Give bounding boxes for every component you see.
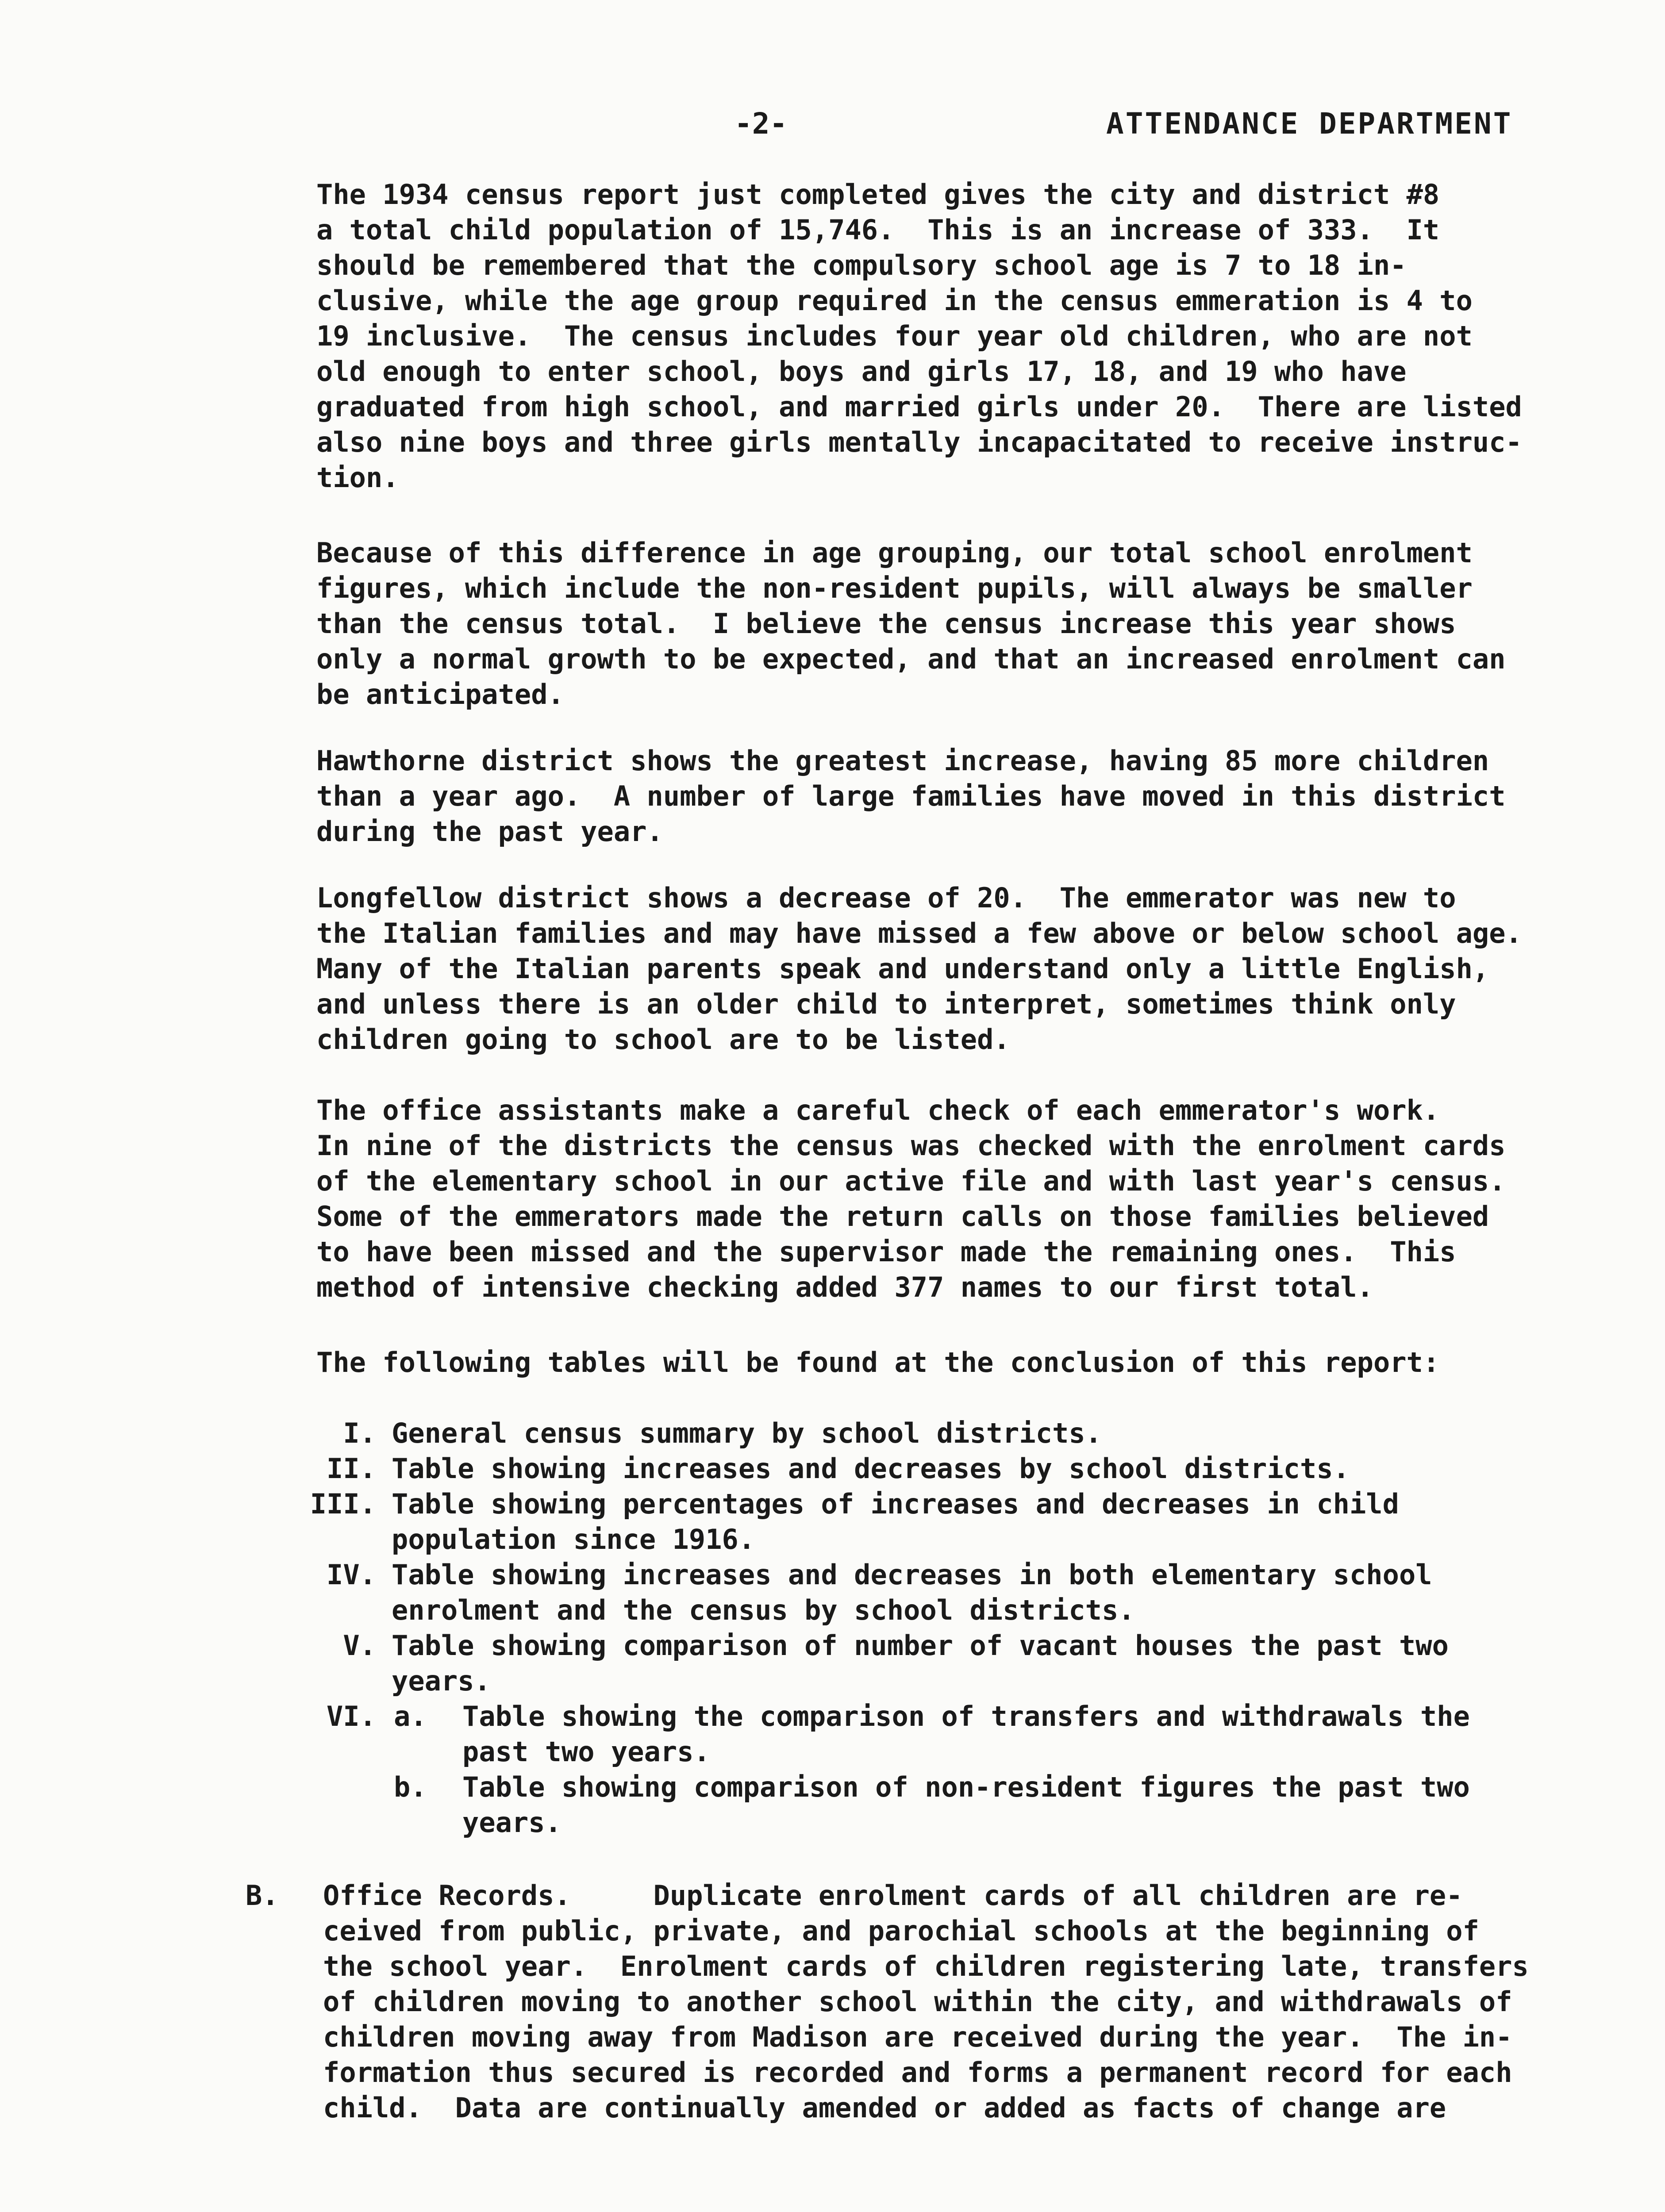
paragraph: [316, 1345, 1439, 1380]
text-line: a total child population of 15,746. This is an increase of 333. It: [316, 214, 1440, 246]
text-line: the Italian families and may have missed a few above or below school age.: [316, 917, 1522, 949]
text-line: figures, which include the non-resident pupils, will always be smaller: [316, 572, 1473, 604]
list-text: Table showing comparison of non-resident figures the past two: [462, 1771, 1470, 1803]
text-line: The office assistants make a careful check of each emmerator's work.: [316, 1094, 1440, 1126]
list-text: years.: [392, 1665, 491, 1697]
paragraph: [316, 880, 1522, 1057]
text-line: also nine boys and three girls mentally incapacitated to receive instruc-: [316, 426, 1522, 458]
text-line: graduated from high school, and married girls under 20. There are listed: [316, 391, 1522, 423]
text-line: formation thus secured is recorded and forms a permanent record for each: [323, 2056, 1512, 2089]
text-line: Hawthorne district shows the greatest increase, having 85 more children: [316, 745, 1489, 777]
text-line: children going to school are to be listed.: [316, 1023, 1010, 1056]
list-text: Table showing increases and decreases by school districts.: [392, 1452, 1350, 1485]
page-number: -2-: [734, 107, 788, 141]
text-line: than a year ago. A number of large families have moved in this district: [316, 780, 1506, 812]
text-line: Because of this difference in age grouping, our total school enrolment: [316, 537, 1473, 569]
text-line: only a normal growth to be expected, and that an increased enrolment can: [316, 643, 1506, 675]
paragraph: [316, 1093, 1506, 1305]
list-text: General census summary by school districts.: [392, 1417, 1102, 1449]
text-line: than the census total. I believe the census increase this year shows: [316, 607, 1456, 640]
text-line: Many of the Italian parents speak and understand only a little English,: [316, 952, 1489, 985]
text-line: ceived from public, private, and parochial schools at the beginning of: [323, 1915, 1479, 1947]
paragraph: [316, 177, 1522, 495]
list-subletter: b.: [394, 1771, 427, 1803]
section-office-records: [323, 1878, 1529, 2126]
list-numeral: I.: [343, 1417, 376, 1449]
list-subletter: a.: [394, 1700, 427, 1732]
text-line: 19 inclusive. The census includes four year old children, who are not: [316, 320, 1473, 352]
text-line: The following tables will be found at the conclusion of this report:: [316, 1346, 1440, 1379]
text-line: clusive, while the age group required in the census emmeration is 4 to: [316, 284, 1473, 317]
text-line: Longfellow district shows a decrease of 20. The emmerator was new to: [316, 882, 1456, 914]
list-text: Table showing increases and decreases in both elementary school: [392, 1559, 1432, 1591]
text-line: be anticipated.: [316, 678, 564, 710]
text-line: of the elementary school in our active file and with last year's census.: [316, 1165, 1506, 1197]
text-line: should be remembered that the compulsory school age is 7 to 18 in-: [316, 249, 1407, 281]
text-line: method of intensive checking added 377 names to our first total.: [316, 1271, 1373, 1303]
list-numeral: IV.: [327, 1559, 376, 1591]
paragraph: [316, 743, 1506, 849]
list-text: population since 1916.: [392, 1523, 755, 1555]
list-text: past two years.: [462, 1736, 710, 1768]
text-line: and unless there is an older child to interpret, sometimes think only: [316, 988, 1456, 1020]
text-line: Office Records. Duplicate enrolment cards of all children are re-: [323, 1879, 1463, 1912]
text-line: old enough to enter school, boys and girls 17, 18, and 19 who have: [316, 355, 1407, 388]
text-line: of children moving to another school within the city, and withdrawals of: [323, 1985, 1512, 2018]
text-line: child. Data are continually amended or added as facts of change are: [323, 2092, 1446, 2124]
list-text: Table showing percentages of increases and decreases in child: [392, 1488, 1399, 1520]
list-numeral: III.: [310, 1488, 376, 1520]
list-text: Table showing comparison of number of vacant houses the past two: [392, 1629, 1449, 1662]
department-heading: ATTENDANCE DEPARTMENT: [1106, 107, 1513, 141]
list-text: Table showing the comparison of transfers and withdrawals the: [462, 1700, 1470, 1732]
list-numeral: VI.: [327, 1700, 376, 1732]
text-line: during the past year.: [316, 815, 663, 848]
text-line: children moving away from Madison are received during the year. The in-: [323, 2021, 1512, 2053]
list-text: enrolment and the census by school districts.: [392, 1594, 1135, 1626]
list-text: years.: [462, 1806, 561, 1839]
section-letter: B.: [246, 1879, 279, 1912]
list-numeral: V.: [343, 1629, 376, 1662]
text-line: the school year. Enrolment cards of children registering late, transfers: [323, 1950, 1529, 1982]
text-line: The 1934 census report just completed gives the city and district #8: [316, 178, 1440, 211]
text-line: tion.: [316, 461, 399, 494]
text-line: In nine of the districts the census was checked with the enrolment cards: [316, 1129, 1506, 1162]
list-numeral: II.: [327, 1452, 376, 1485]
text-line: Some of the emmerators made the return calls on those families believed: [316, 1200, 1489, 1233]
text-line: to have been missed and the supervisor made the remaining ones. This: [316, 1236, 1456, 1268]
paragraph: [316, 535, 1506, 712]
